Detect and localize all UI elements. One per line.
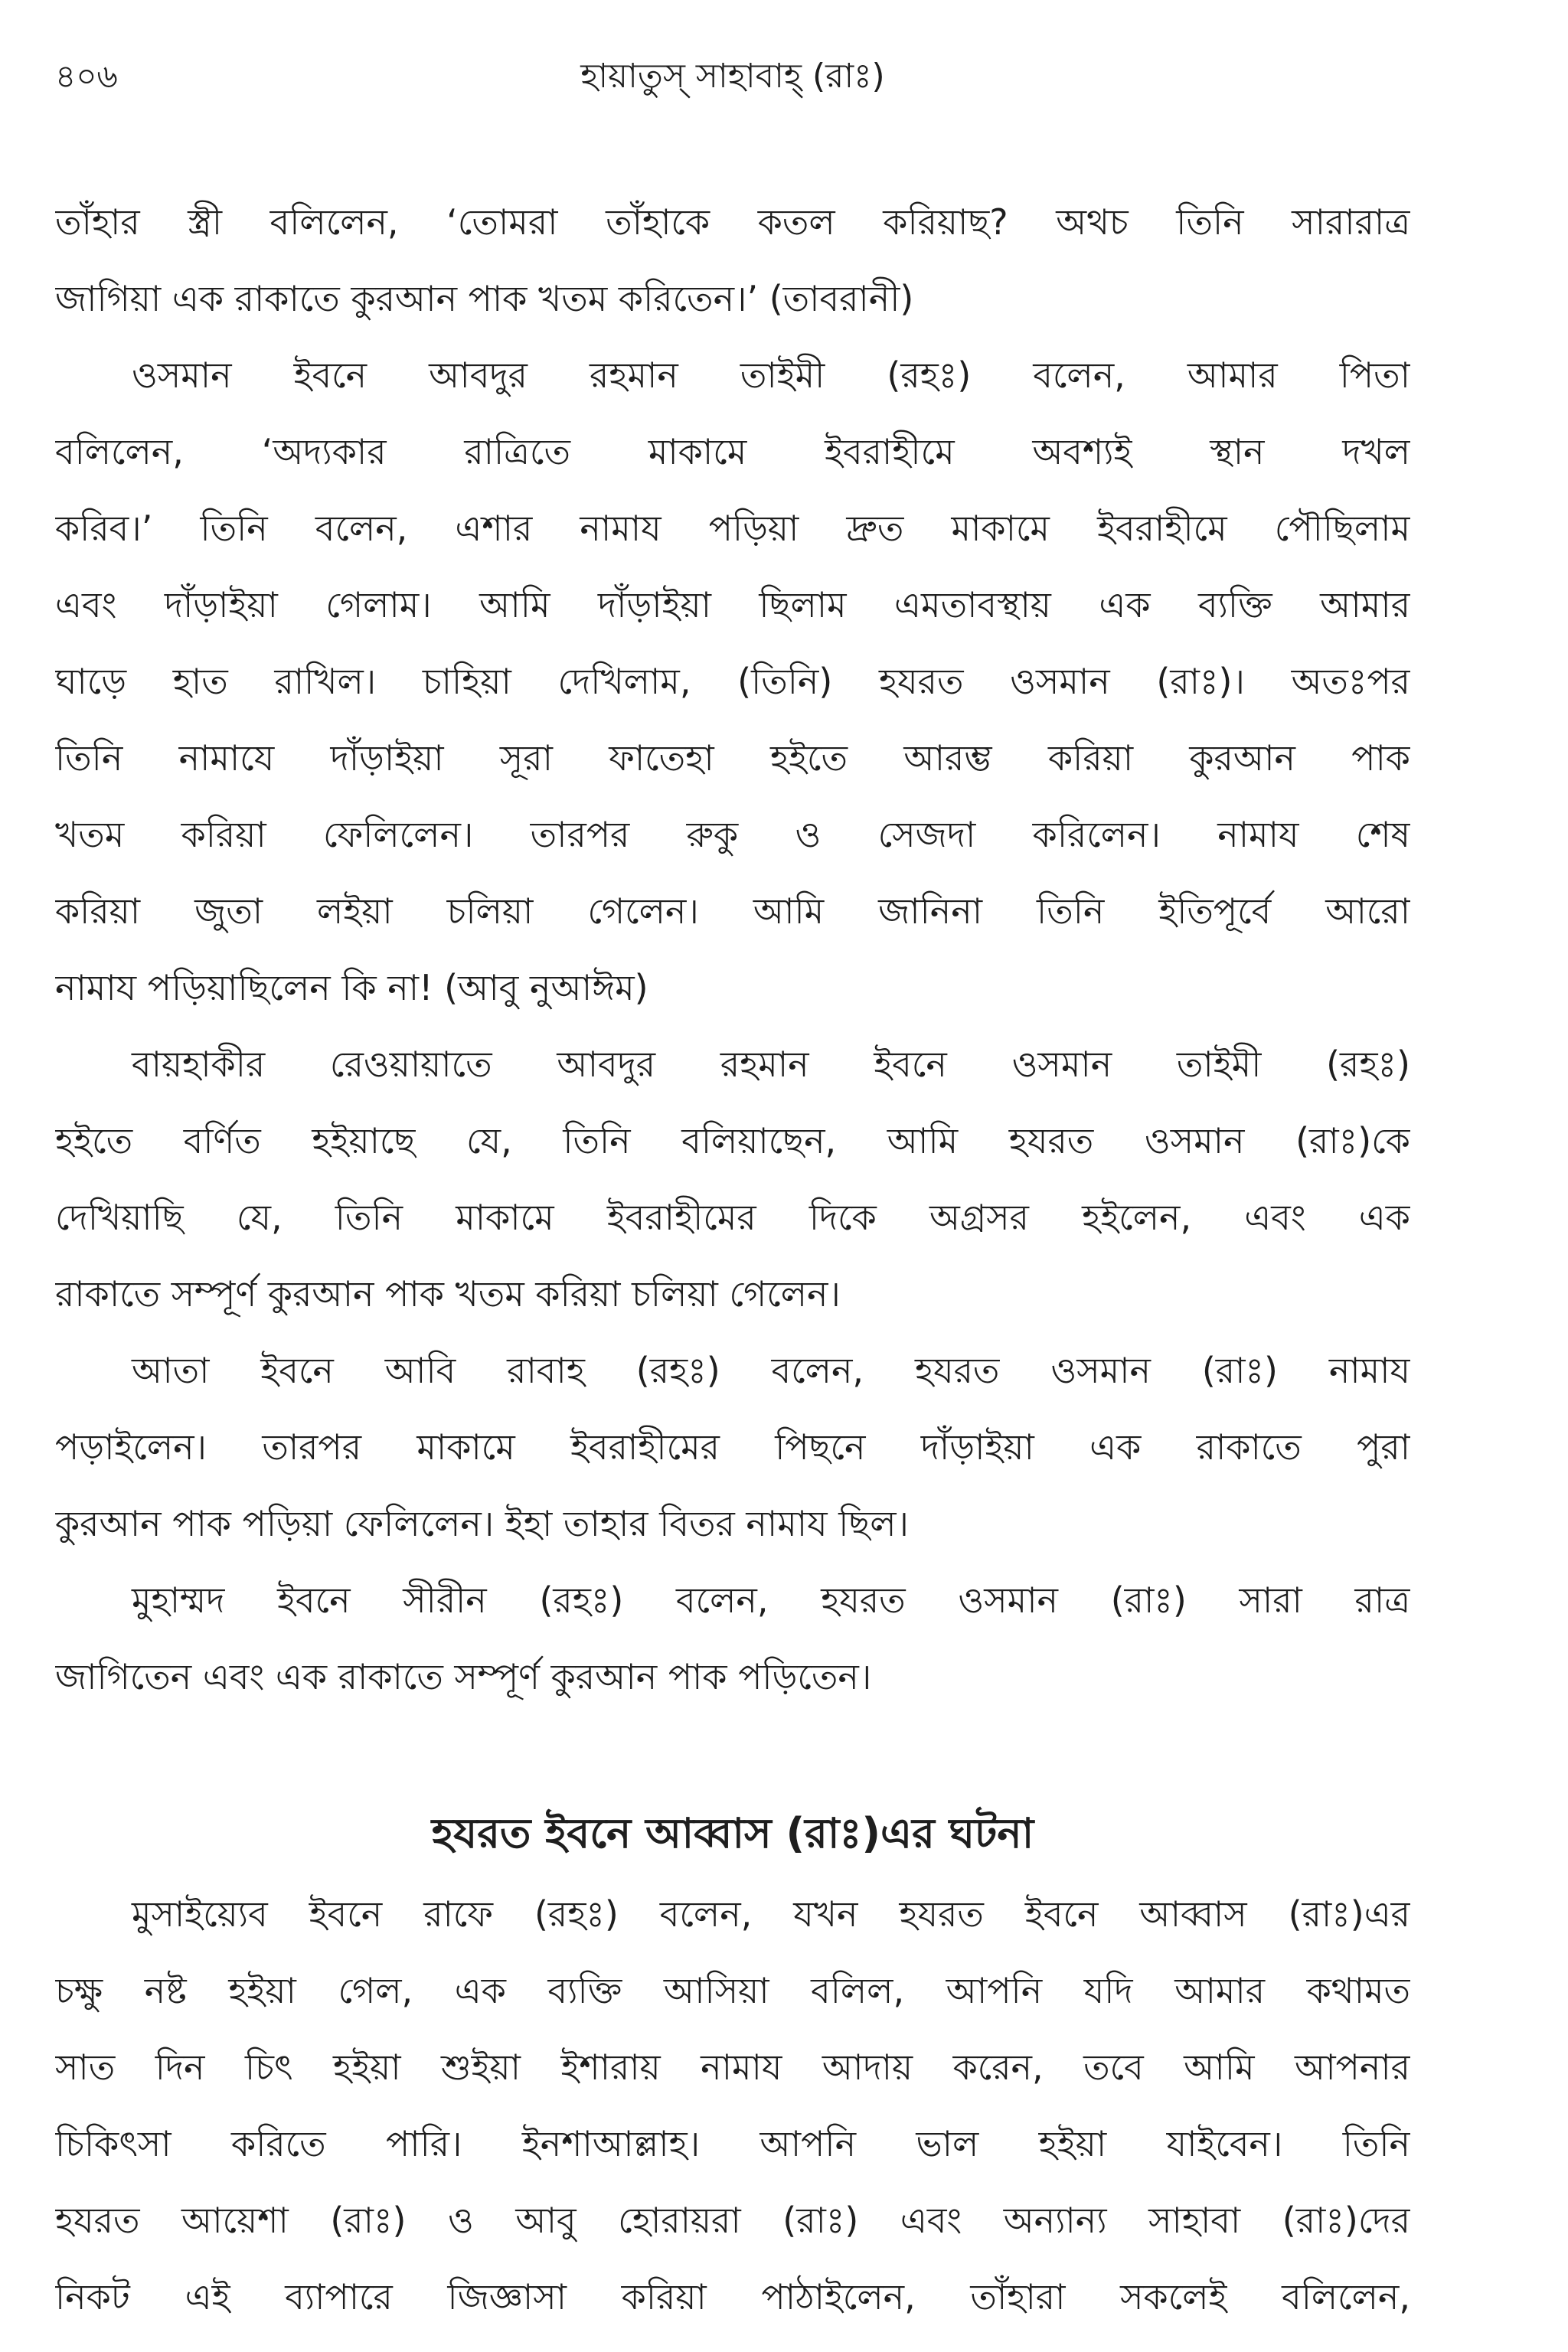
text-line: করিয়া জুতা লইয়া চলিয়া গেলেন। আমি জানিনা তিনি ইতিপূর্বে আরো <box>55 890 1410 932</box>
text-line: খতম করিয়া ফেলিলেন। তারপর রুকু ও সেজদা করিলেন। নামায শেষ <box>55 814 1410 855</box>
text-line: পড়াইলেন। তারপর মাকামে ইবরাহীমের পিছনে দাঁড়াইয়া এক রাকাতে পুরা <box>55 1426 1410 1468</box>
text-line: আতা ইবনে আবি রাবাহ (রহঃ) বলেন, হযরত ওসমান (রাঃ) নামায <box>132 1350 1410 1391</box>
body-text <box>55 184 1410 2335</box>
text-line: মুহাম্মদ ইবনে সীরীন (রহঃ) বলেন, হযরত ওসমান (রাঃ) সারা রাত্র <box>132 1579 1410 1621</box>
text-line: তাঁহার স্ত্রী বলিলেন, ‘তোমরা তাঁহাকে কতল করিয়াছ? অথচ তিনি সারারাত্র <box>55 201 1410 243</box>
text-line: হইতে বর্ণিত হইয়াছে যে, তিনি বলিয়াছেন, আমি হযরত ওসমান (রাঃ)কে <box>55 1120 1410 1161</box>
text-line: বায়হাকীর রেওয়ায়াতে আবদুর রহমান ইবনে ওসমান তাইমী (রহঃ) <box>132 1044 1410 1085</box>
text-line: বলিলেন, ‘অদ্যকার রাত্রিতে মাকামে ইবরাহীমে অবশ্যই স্থান দখল <box>55 431 1410 472</box>
page-number: ৪০৬ <box>55 57 118 95</box>
section-heading: হযরত ইবনে আব্বাস (রাঃ)এর ঘটনা <box>431 1809 1034 1857</box>
text-line: ওসমান ইবনে আবদুর রহমান তাইমী (রহঃ) বলেন, আমার পিতা <box>132 354 1410 396</box>
text-line: মুসাইয়্যেব ইবনে রাফে (রহঃ) বলেন, যখন হযরত ইবনে আব্বাস (রাঃ)এর <box>132 1893 1410 1935</box>
text-line: চিকিৎসা করিতে পারি। ইনশাআল্লাহ। আপনি ভাল হইয়া যাইবেন। তিনি <box>55 2123 1410 2164</box>
running-head <box>55 54 1410 138</box>
text-line: করিব।’ তিনি বলেন, এশার নামায পড়িয়া দ্রুত মাকামে ইবরাহীমে পৌছিলাম <box>55 508 1410 549</box>
text-line: জাগিয়া এক রাকাতে কুরআন পাক খতম করিতেন।’ (তাবরানী) <box>55 278 914 319</box>
book-page <box>55 54 1410 2318</box>
text-line: রাকাতে সম্পূর্ণ কুরআন পাক খতম করিয়া চলিয়া গেলেন। <box>55 1273 841 1315</box>
text-line: তিনি নামাযে দাঁড়াইয়া সূরা ফাতেহা হইতে আরম্ভ করিয়া কুরআন পাক <box>55 737 1410 779</box>
text-line: জাগিতেন এবং এক রাকাতে সম্পূর্ণ কুরআন পাক পড়িতেন। <box>55 1656 872 1697</box>
text-line: হযরত আয়েশা (রাঃ) ও আবু হোরায়রা (রাঃ) এবং অন্যান্য সাহাবা (রাঃ)দের <box>55 2200 1410 2241</box>
text-line: সাত দিন চিৎ হইয়া শুইয়া ইশারায় নামায আদায় করেন, তবে আমি আপনার <box>55 2047 1410 2088</box>
section-gap <box>55 1715 1410 1792</box>
book-title: হায়াতুস্ সাহাবাহ্ (রাঃ) <box>580 57 885 96</box>
text-line: ঘাড়ে হাত রাখিল। চাহিয়া দেখিলাম, (তিনি) হযরত ওসমান (রাঃ)। অতঃপর <box>55 661 1410 702</box>
text-line: নিকট এই ব্যাপারে জিজ্ঞাসা করিয়া পাঠাইলেন, তাঁহারা সকলেই বলিলেন, <box>55 2276 1410 2318</box>
text-line: দেখিয়াছি যে, তিনি মাকামে ইবরাহীমের দিকে অগ্রসর হইলেন, এবং এক <box>55 1197 1410 1238</box>
text-line: চক্ষু নষ্ট হইয়া গেল, এক ব্যক্তি আসিয়া বলিল, আপনি যদি আমার কথামত <box>55 1970 1410 2011</box>
text-line: কুরআন পাক পড়িয়া ফেলিলেন। ইহা তাহার বিতর নামায ছিল। <box>55 1503 909 1544</box>
text-line: নামায পড়িয়াছিলেন কি না! (আবু নুআঈম) <box>55 967 648 1008</box>
text-line: এবং দাঁড়াইয়া গেলাম। আমি দাঁড়াইয়া ছিলাম এমতাবস্থায় এক ব্যক্তি আমার <box>55 584 1410 626</box>
